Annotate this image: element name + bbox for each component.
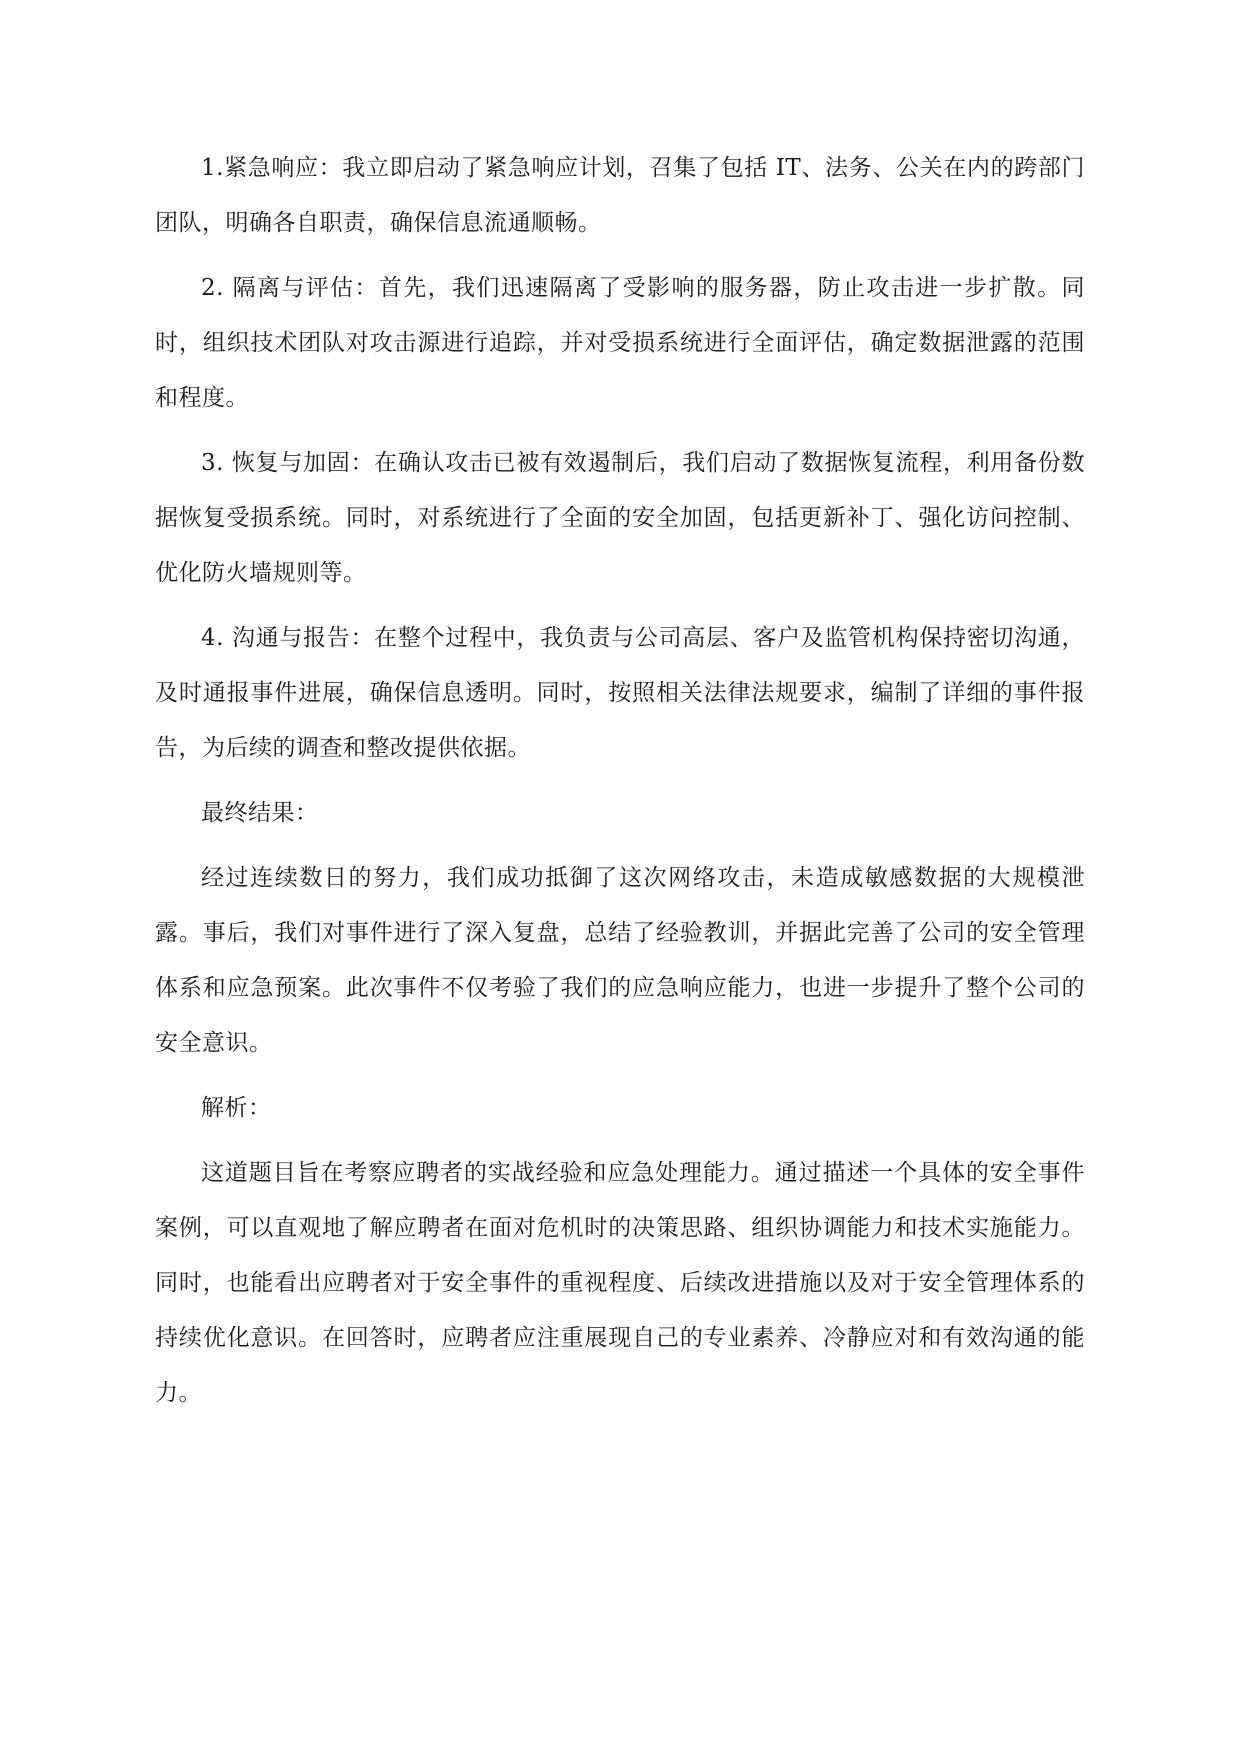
document-body	[155, 141, 1085, 1431]
paragraph-isolation-assessment: 2. 隔离与评估：首先，我们迅速隔离了受影响的服务器，防止攻击进一步扩散。同时，组织技术团队对攻击源进行追踪，并对受损系统进行全面评估，确定数据泄露的范围和程度。	[155, 275, 1085, 411]
paragraph-emergency-response: 1.紧急响应：我立即启动了紧急响应计划，召集了包括 IT、法务、公关在内的跨部门团队，明确各自职责，确保信息流通顺畅。	[155, 155, 1085, 236]
heading-analysis: 解析：	[201, 1095, 272, 1121]
paragraph-final-result: 经过连续数日的努力，我们成功抵御了这次网络攻击，未造成敏感数据的大规模泄露。事后，我们对事件进行了深入复盘，总结了经验教训，并据此完善了公司的安全管理体系和应急预案。此次事件不仅考验了我们的应急响应能力，也进一步提升了整个公司的安全意识。	[155, 865, 1085, 1056]
paragraph-analysis: 这道题目旨在考察应聘者的实战经验和应急处理能力。通过描述一个具体的安全事件案例，可以直观地了解应聘者在面对危机时的决策思路、组织协调能力和技术实施能力。同时，也能看出应聘者对于安全事件的重视程度、后续改进措施以及对于安全管理体系的持续优化意识。在回答时，应聘者应注重展现自己的专业素养、冷静应对和有效沟通的能力。	[155, 1160, 1085, 1406]
paragraph-communication-report: 4. 沟通与报告：在整个过程中，我负责与公司高层、客户及监管机构保持密切沟通，及时通报事件进展，确保信息透明。同时，按照相关法律法规要求，编制了详细的事件报告，为后续的调查和整改提供依据。	[155, 625, 1085, 761]
paragraph-recovery-hardening: 3. 恢复与加固：在确认攻击已被有效遏制后，我们启动了数据恢复流程，利用备份数据恢复受损系统。同时，对系统进行了全面的安全加固，包括更新补丁、强化访问控制、优化防火墙规则等。	[155, 450, 1085, 586]
heading-final-result: 最终结果：	[201, 800, 319, 826]
